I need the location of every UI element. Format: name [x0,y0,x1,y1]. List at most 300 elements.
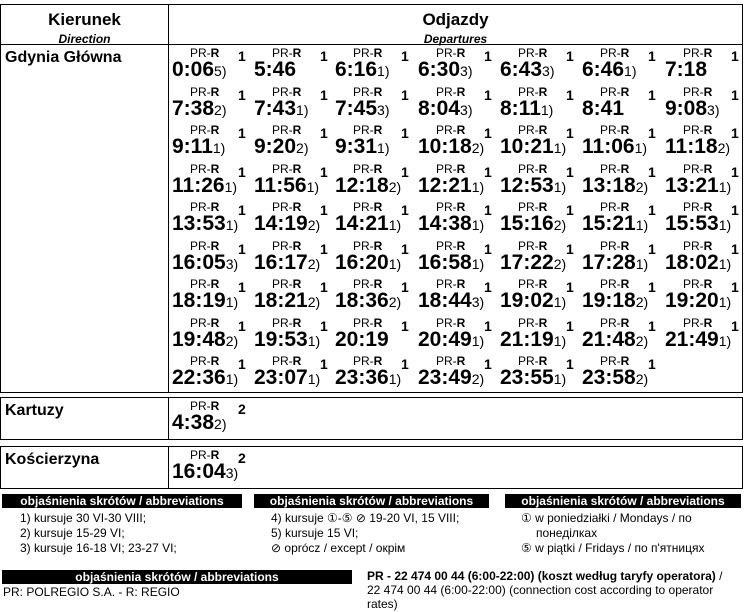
platform-number: 1 [320,125,328,141]
category-code: R [210,200,220,214]
departure-entry [335,47,415,86]
category-code: R [373,277,383,291]
category-code: R [538,354,548,368]
departure-time: 15:21 [582,212,636,235]
departure-time: 9:11 [172,135,213,158]
departure-time-line [335,251,401,276]
departure-time-line [418,328,484,353]
departure-time-line [254,135,308,160]
header-departures-cell [168,4,743,45]
departure-time-line [665,328,731,353]
departures-cell-koscierzyna [168,446,743,489]
departure-entry [582,355,662,394]
category-prefix: PR- [353,354,374,368]
footnote-mark: 1) [307,332,321,349]
departure-time: 10:18 [418,135,472,158]
category-prefix: PR- [190,399,211,413]
category-prefix: PR- [190,315,211,330]
platform-number: 1 [566,48,574,64]
category-code: R [292,315,302,330]
departure-time: 6:16 [335,58,378,81]
category-code: R [292,354,302,368]
departure-time: 23:55 [500,366,554,389]
platform-number: 1 [484,279,492,295]
category-code: R [620,354,630,368]
departure-entry [335,201,415,240]
departure-time: 14:19 [254,212,308,235]
category-code: R [210,448,220,462]
category-code: R [292,123,302,137]
departure-time-line [172,58,226,83]
category-code: R [373,84,383,99]
footnote-mark: 1) [471,178,485,195]
legend-note: ⊘ oprócz / except / окрім [271,541,406,555]
departure-time-line [335,97,389,122]
category-prefix: PR- [683,238,704,253]
category-prefix: PR- [518,277,539,291]
category-code: R [456,315,466,330]
destination-cell-kartuzy [0,397,169,440]
footnote-mark: 1) [635,217,649,233]
platform-number: 1 [566,202,574,218]
departure-time-line [665,289,731,314]
departure-time: 23:58 [582,366,636,389]
category-code: R [292,238,302,253]
departure-entry [418,278,498,317]
departure-time: 7:45 [335,96,378,120]
platform-number: 1 [401,163,409,180]
departure-entry [582,317,662,356]
departure-entry [254,47,334,86]
departure-time-line [665,135,730,160]
departure-time-line [582,251,648,276]
platform-number: 1 [731,279,739,295]
departure-time: 11:06 [582,135,635,158]
departure-entry [335,355,415,394]
category-prefix: PR- [600,277,621,291]
footnote-mark: 2) [307,255,321,272]
footnote-mark: 1) [540,101,554,118]
departure-entry [582,201,662,240]
departure-entry [582,124,662,163]
category-code: R [620,46,630,60]
departure-time-line [418,174,484,199]
departure-entry [254,86,334,125]
platform-number: 1 [484,202,492,218]
category-prefix: PR- [683,161,704,176]
footnote-mark: 3) [542,63,555,79]
departure-time: 16:20 [335,250,389,274]
legend-header-1: objaśnienia skrótów / abbreviations [2,494,242,508]
footnote-mark: 1) [306,178,320,195]
category-prefix: PR- [518,123,539,137]
category-prefix: PR- [190,84,211,99]
category-code: R [373,123,383,137]
platform-number: 1 [484,125,492,141]
departure-entry [335,317,415,356]
platform-number: 1 [731,317,739,334]
category-code: R [703,238,713,253]
departure-time-line [172,289,238,314]
departure-entry [172,240,252,279]
departure-time-line [335,135,389,160]
departure-entry [500,47,580,86]
departure-time-line [418,366,484,391]
departure-time: 23:49 [418,366,472,389]
category-code: R [620,123,630,137]
departure-time-line [665,212,731,237]
category-prefix: PR- [436,277,457,291]
destination-name: Kościerzyna [5,451,100,468]
departure-time-line [172,212,238,237]
category-prefix: PR- [353,277,374,291]
destination-name: Gdynia Główna [5,49,122,66]
platform-number: 1 [731,202,739,218]
departure-entry [335,163,415,202]
platform-number: 1 [566,125,574,141]
platform-number: 1 [238,125,246,141]
platform-number: 1 [238,86,246,103]
footnote-mark: 2) [635,371,649,387]
departure-time: 19:48 [172,327,226,351]
departure-entry [254,240,334,279]
departure-time: 11:18 [665,135,718,158]
departure-entry [418,240,498,279]
platform-number: 1 [648,356,656,372]
category-prefix: PR- [353,200,374,214]
category-prefix: PR- [190,238,211,253]
footnote-mark: 2) [471,371,485,387]
departure-entry [418,47,498,86]
platform-number: 1 [648,125,656,141]
footnote-mark: 3) [377,101,390,118]
departure-time-line [254,97,308,122]
footnote-mark: 1) [388,371,402,387]
departure-time: 18:19 [172,289,226,312]
departure-entry [500,355,580,394]
departure-time: 7:38 [172,96,215,120]
platform-number: 1 [484,48,492,64]
footnote-mark: 1) [553,140,567,156]
category-prefix: PR- [518,200,539,214]
platform-number: 1 [731,163,739,180]
category-prefix: PR- [683,123,704,137]
category-code: R [210,161,220,176]
legend-header-2: objaśnienia skrótów / abbreviations [254,494,489,508]
departure-time-line [500,366,566,391]
departure-entry [172,400,252,439]
departure-entry [418,355,498,394]
legend-note: 1) kursuje 30 VI-30 VIII; [20,511,147,525]
departure-entry [500,124,580,163]
category-code: R [620,238,630,253]
departure-time-line [172,174,237,199]
category-code: R [292,161,302,176]
platform-number: 1 [238,317,246,334]
category-prefix: PR- [600,46,621,60]
footnote-mark: 2) [717,140,731,156]
departure-time: 21:19 [500,327,554,351]
platform-number: 1 [320,86,328,103]
departure-time-line [335,212,401,237]
departure-time-line [172,251,238,276]
footnote-mark: 2) [388,178,402,195]
departure-time-line [665,97,719,122]
departure-time: 12:18 [335,173,389,197]
category-code: R [210,123,220,137]
departure-entry [500,201,580,240]
footnote-mark: 1) [224,178,238,195]
platform-number: 1 [401,48,409,64]
departure-time-line [500,97,553,122]
departure-time: 19:53 [254,327,308,351]
category-code: R [373,161,383,176]
departure-entry [172,163,252,202]
platform-number: 1 [401,202,409,218]
category-prefix: PR- [272,238,293,253]
category-prefix: PR- [272,161,293,176]
platform-number: 1 [566,240,574,257]
operators-text: PR: POLREGIO S.A. - R: REGIO [3,585,180,599]
category-code: R [373,354,383,368]
category-code: R [538,315,548,330]
platform-number: 2 [238,401,246,417]
departures-cell-kartuzy [168,397,743,440]
category-prefix: PR- [600,315,621,330]
category-code: R [538,161,548,176]
departure-time-line [582,366,648,391]
category-code: R [210,238,220,253]
category-prefix: PR- [190,277,211,291]
contact-bold: PR - 22 474 00 44 (6:00-22:00) (koszt według taryfy operatora) [367,569,716,583]
departure-entry [500,86,580,125]
footnote-mark: 2) [296,140,309,156]
departure-entry [418,86,498,125]
category-prefix: PR- [600,123,621,137]
category-prefix: PR- [190,46,211,60]
footnote-mark: 1) [225,217,239,233]
legend-note: 2) kursuje 15-29 VI; [20,526,125,540]
departure-entry [582,86,662,125]
departure-entry [418,163,498,202]
category-code: R [292,84,302,99]
footnote-mark: 3) [707,101,720,118]
platform-number: 1 [238,163,246,180]
departure-time-line [254,328,320,353]
departure-time-line [254,174,319,199]
category-prefix: PR- [683,315,704,330]
footnote-mark: 1) [718,255,732,272]
departure-entry [254,317,334,356]
category-prefix: PR- [353,315,374,330]
departure-entry [500,240,580,279]
footnote-mark: 1) [225,294,239,310]
footnote-mark: 1) [553,332,567,349]
departure-time: 0:06 [172,58,215,81]
category-code: R [703,84,713,99]
departure-time: 17:22 [500,250,554,274]
platform-number: 1 [238,240,246,257]
category-code: R [456,123,466,137]
departure-time-line [172,366,238,391]
platform-number: 1 [238,202,246,218]
category-prefix: PR- [518,238,539,253]
footnote-mark: 2) [635,294,649,310]
departure-time-line [500,58,554,83]
departure-entry [665,240,745,279]
departure-entry [335,86,415,125]
departure-time-line [335,328,389,353]
footnote-mark: 2) [307,294,321,310]
departure-time-line [418,289,484,314]
platform-number: 1 [401,279,409,295]
departure-time: 20:19 [335,327,389,351]
category-code: R [210,84,220,99]
departure-entry [254,278,334,317]
category-prefix: PR- [436,161,457,176]
departure-entry [500,278,580,317]
departure-time: 4:38 [172,411,215,434]
departure-time: 6:43 [500,58,543,81]
category-prefix: PR- [272,315,293,330]
category-code: R [373,200,383,214]
category-code: R [210,315,220,330]
platform-number: 1 [484,86,492,103]
departure-entry [172,355,252,394]
departures-cell-gdynia [168,44,743,393]
category-prefix: PR- [436,315,457,330]
departure-time: 14:21 [335,212,389,235]
departure-entry [665,86,745,125]
category-code: R [456,46,466,60]
footnote-mark: 1) [718,217,732,233]
departure-time-line [172,411,226,436]
footnote-mark: 1) [307,371,321,387]
platform-number: 1 [648,240,656,257]
footnote-mark: 1) [624,63,637,79]
departure-time: 19:20 [665,289,719,312]
footnote-mark: 3) [460,63,473,79]
departure-entry [665,317,745,356]
category-code: R [620,315,630,330]
footnote-mark: 1) [471,217,485,233]
category-code: R [538,238,548,253]
platform-number: 1 [401,86,409,103]
departure-time-line [254,251,320,276]
category-prefix: PR- [600,238,621,253]
departure-time-line [582,174,648,199]
departure-time: 16:04 [172,460,226,483]
category-prefix: PR- [436,46,457,60]
departure-time-line [665,251,731,276]
departure-entry [500,163,580,202]
category-prefix: PR- [272,277,293,291]
footnote-mark: 3) [471,294,485,310]
departure-entry [172,124,252,163]
category-prefix: PR- [600,161,621,176]
departure-time-line [418,58,472,83]
category-code: R [292,200,302,214]
platform-number: 1 [648,202,656,218]
departure-time: 18:36 [335,289,389,312]
footnote-mark: 2) [553,255,567,272]
departure-time: 8:41 [582,96,625,120]
category-code: R [538,84,548,99]
platform-number: 1 [731,240,739,257]
destination-cell-gdynia [0,44,169,393]
platform-number: 1 [401,317,409,334]
platform-number: 1 [484,356,492,372]
departure-time-line [582,212,648,237]
category-code: R [456,277,466,291]
departure-entry [665,278,745,317]
platform-number: 1 [566,279,574,295]
departure-entry [665,201,745,240]
departure-time-line [254,58,296,83]
category-code: R [292,277,302,291]
departure-entry [665,47,745,86]
direction-subtitle: Direction [58,32,111,46]
platform-number: 1 [238,279,246,295]
footnote-mark: 3) [225,465,239,481]
destination-name: Kartuzy [5,402,64,419]
departure-time-line [172,460,238,485]
departure-entry [172,317,252,356]
departure-time: 9:31 [335,135,378,158]
footnote-mark: 1) [296,101,309,118]
departure-entry [665,163,745,202]
departures-subtitle: Departures [423,32,488,46]
platform-number: 1 [648,48,656,64]
footnote-mark: 1) [471,255,485,272]
footnote-mark: 2) [388,294,402,310]
departures-title: Odjazdy [422,10,489,29]
departure-time: 9:08 [665,96,708,120]
category-prefix: PR- [272,123,293,137]
departure-entry [254,163,334,202]
category-code: R [210,354,220,368]
departure-time-line [254,212,320,237]
category-prefix: PR- [353,46,374,60]
category-code: R [620,277,630,291]
platform-number: 1 [484,240,492,257]
category-code: R [210,46,220,60]
footnote-mark: 1) [553,294,567,310]
footnote-mark: 1) [634,140,648,156]
platform-number: 1 [566,317,574,334]
platform-number: 1 [320,240,328,257]
departure-time: 20:49 [418,327,472,351]
category-prefix: PR- [436,354,457,368]
departure-entry [582,163,662,202]
departure-time: 21:49 [665,327,719,351]
platform-number: 1 [566,163,574,180]
departure-time: 13:53 [172,212,226,235]
category-code: R [538,200,548,214]
departure-entry [582,278,662,317]
departure-time: 8:11 [500,96,541,120]
platform-number: 1 [484,317,492,334]
legend-note: понеділках [536,526,598,540]
category-prefix: PR- [272,84,293,99]
platform-number: 1 [401,356,409,372]
departure-entry [335,240,415,279]
departure-time-line [582,289,648,314]
footnote-mark: 2) [225,332,239,349]
departure-time-line [172,97,226,122]
departure-time: 7:18 [665,58,708,81]
category-prefix: PR- [600,354,621,368]
